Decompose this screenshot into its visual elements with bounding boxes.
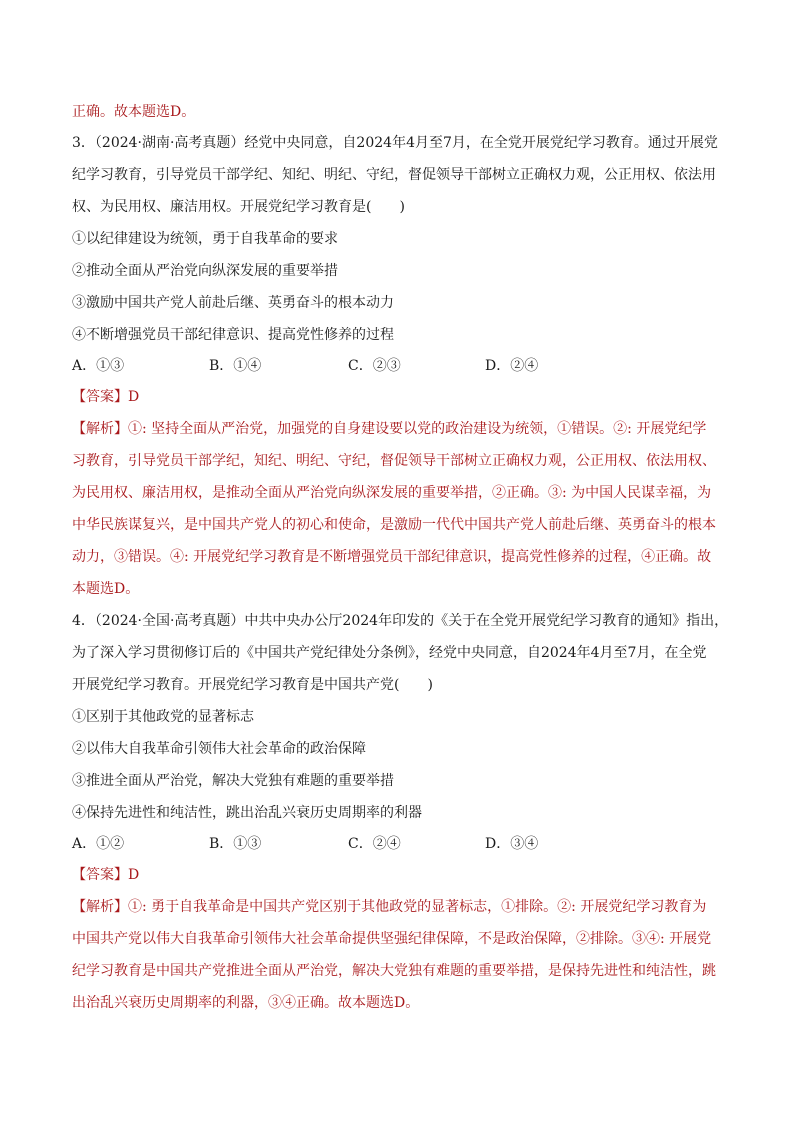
question-3-stem-line: 3．（2024·湖南·高考真题）经党中央同意，自2024年4月至7月，在全党开展党纪学习教育。通过开展党 (72, 135, 718, 151)
question-4-stem-line: 开展党纪学习教育。开展党纪学习教育是中国共产党( ) (72, 677, 433, 693)
question-3-option-c: C．②③ (348, 358, 401, 374)
question-4-item: ②以伟大自我革命引领伟大社会革命的政治保障 (72, 741, 366, 757)
answer-value: D (128, 389, 140, 405)
previous-analysis-tail: 正确。故本题选D。 (72, 104, 196, 120)
question-3-analysis-line (72, 419, 732, 439)
question-4-answer (72, 865, 732, 885)
analysis-text: ①: 坚持全面从严治党，加强党的自身建设要以党的政治建设为统领，①错误。②: 开展党纪学 (128, 421, 707, 437)
question-3-item: ①以纪律建设为统领，勇于自我革命的要求 (72, 231, 338, 247)
question-3-analysis-line: 动力，③错误。④: 开展党纪学习教育是不断增强党员干部纪律意识，提高党性修养的过程，④正确。故 (72, 549, 712, 565)
question-3-item: ②推动全面从严治党向纵深发展的重要举措 (72, 263, 338, 279)
answer-label: 【答案】 (72, 867, 128, 883)
question-4-item: ①区别于其他政党的显著标志 (72, 709, 254, 725)
question-4-option-d: D．③④ (485, 836, 539, 852)
question-3-option-b: B．①④ (209, 358, 262, 374)
analysis-label: 【解析】 (72, 421, 128, 437)
analysis-text: ①: 勇于自我革命是中国共产党区别于其他政党的显著标志，①排除。②: 开展党纪学习教育为 (128, 899, 707, 915)
question-3-stem-line: 纪学习教育，引导党员干部学纪、知纪、明纪、守纪，督促领导干部树立正确权力观，公正用权、依法用 (72, 167, 716, 183)
question-3-option-a: A．①③ (72, 358, 125, 374)
question-4-item: ④保持先进性和纯洁性，跳出治乱兴衰历史周期率的利器 (72, 805, 422, 821)
question-4-item: ③推进全面从严治党，解决大党独有难题的重要举措 (72, 773, 394, 789)
question-3-stem-line: 权、为民用权、廉洁用权。开展党纪学习教育是( ) (72, 199, 405, 215)
question-3-item: ④不断增强党员干部纪律意识、提高党性修养的过程 (72, 327, 394, 343)
answer-label: 【答案】 (72, 389, 128, 405)
question-3-analysis-line: 中华民族谋复兴，是中国共产党人的初心和使命，是激励一代代中国共产党人前赴后继、英勇奋斗的根本 (72, 517, 716, 533)
question-4-stem-line: 4．（2024·全国·高考真题）中共中央办公厅2024年印发的《关于在全党开展党纪学习教育的通知》指出， (72, 613, 729, 629)
question-4-analysis-line: 中国共产党以伟大自我革命引领伟大社会革命提供坚强纪律保障，不是政治保障，②排除。③④: 开展党 (72, 931, 712, 947)
question-3-analysis-line: 为民用权、廉洁用权，是推动全面从严治党向纵深发展的重要举措，②正确。③: 为中国人民谋幸福，为 (72, 485, 712, 501)
question-4-option-c: C．②④ (348, 836, 401, 852)
question-4-stem-line: 为了深入学习贯彻修订后的《中国共产党纪律处分条例》，经党中央同意，自2024年4月至7月，在全党 (72, 645, 707, 661)
question-4-option-b: B．①③ (209, 836, 262, 852)
question-3-answer (72, 387, 732, 407)
question-4-option-a: A．①② (72, 836, 125, 852)
question-3-analysis-line: 习教育，引导党员干部学纪，知纪、明纪、守纪，督促领导干部树立正确权力观，公正用权、依法用权、 (72, 453, 716, 469)
analysis-label: 【解析】 (72, 899, 128, 915)
question-3-item: ③激励中国共产党人前赴后继、英勇奋斗的根本动力 (72, 295, 394, 311)
question-4-analysis-line: 纪学习教育是中国共产党推进全面从严治党，解决大党独有难题的重要举措，是保持先进性和纯洁性，跳 (72, 963, 716, 979)
question-4-analysis-line (72, 897, 732, 917)
question-3-option-d: D．②④ (485, 358, 539, 374)
question-3-analysis-line: 本题选D。 (72, 581, 140, 597)
question-4-analysis-line: 出治乱兴衰历史周期率的利器，③④正确。故本题选D。 (72, 995, 420, 1011)
answer-value: D (128, 867, 140, 883)
